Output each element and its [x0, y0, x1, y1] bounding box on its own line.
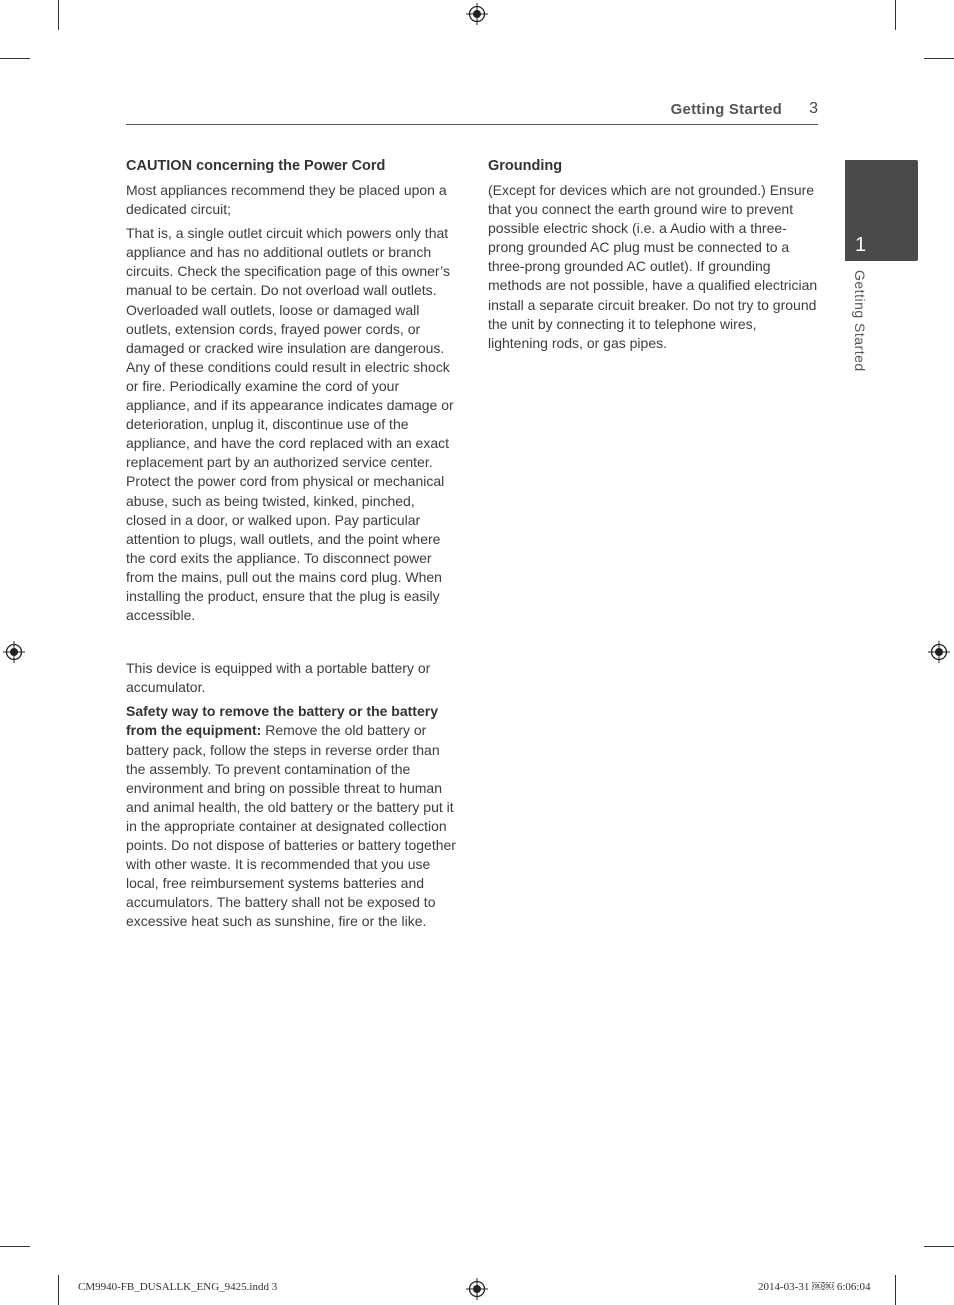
page-header — [126, 98, 818, 125]
registration-mark-icon — [466, 3, 488, 25]
crop-mark — [924, 1246, 954, 1247]
battery-paragraph — [126, 702, 456, 931]
battery-text: Remove the old battery or battery pack, follow the steps in reverse order than the assembly. To prevent contamination of the environment and bring on possible threat to human and animal health, the old battery or the battery put it in the appropriate container at designated collection points. Do not dispose of batteries or battery together with other waste. It is recommended that you use local, free reimbursement systems batteries and accumulators. The battery shall not be exposed to excessive heat such as sunshine, fire or the like. — [126, 722, 456, 930]
grounding-body: (Except for devices which are not grounded.) Ensure that you connect the earth ground wire to prevent possible electric shock (i.e. a Audio with a three-prong grounded AC plug must be connected to a three-prong grounded AC outlet). If grounding methods are not possible, have a qualified electrician install a separate circuit breaker. Do not try to ground the unit by connecting it to telephone wires, lightening rods, or gas pipes. — [488, 182, 818, 351]
crop-mark — [895, 0, 896, 30]
left-column — [126, 157, 456, 936]
power-cord-body: That is, a single outlet circuit which powers only that appliance and has no additional outlets or branch circuits. Check the specification page of this owner’s manual to be certain. Do not overload wall outlets. Overloaded wall outlets, loose or damaged wall outlets, extension cords, frayed power cords, or damaged or cracked wire insulation are dangerous. Any of these conditions could result in electric shock or fire. Periodically examine the cord of your appliance, and if its appearance indicates damage or deterioration, unplug it, discontinue use of the appliance, and have the cord replaced with an exact replacement part by an authorized service center. Protect the power cord from physical or mechanical abuse, such as being twisted, kinked, pinched, closed in a door, or walked upon. Pay particular attention to plugs, wall outlets, and the point where the cord exits the appliance. To disconnect power from the mains, pull out the mains cord plug. When installing the product, ensure that the plug is easily accessible. — [126, 225, 454, 624]
crop-mark — [58, 0, 59, 30]
chapter-tab — [845, 160, 918, 261]
power-cord-heading: CAUTION concerning the Power Cord — [126, 158, 386, 174]
right-column — [488, 157, 820, 358]
crop-mark — [924, 58, 954, 59]
battery-intro: This device is equipped with a portable battery or accumulator. — [126, 660, 431, 696]
footer-timestamp: 2014-03-31 ￼￼ 6:06:04 — [758, 1281, 871, 1293]
chapter-number: 1 — [855, 234, 867, 256]
chapter-label: Getting Started — [852, 270, 868, 372]
registration-mark-icon — [928, 641, 950, 663]
registration-mark-icon — [3, 641, 25, 663]
crop-mark — [0, 58, 30, 59]
battery-lead: Safety way to remove the battery or the battery from the equipment: — [126, 703, 438, 739]
registration-mark-icon — [466, 1278, 488, 1300]
page-number: 3 — [809, 100, 818, 117]
power-cord-intro: Most appliances recommend they be placed upon a dedicated circuit; — [126, 182, 447, 218]
grounding-heading: Grounding — [488, 158, 563, 174]
crop-mark — [895, 1275, 896, 1305]
footer-file-info: CM9940-FB_DUSALLK_ENG_9425.indd 3 — [78, 1281, 278, 1293]
crop-mark — [0, 1246, 30, 1247]
section-title: Getting Started — [670, 101, 782, 118]
crop-mark — [58, 1275, 59, 1305]
